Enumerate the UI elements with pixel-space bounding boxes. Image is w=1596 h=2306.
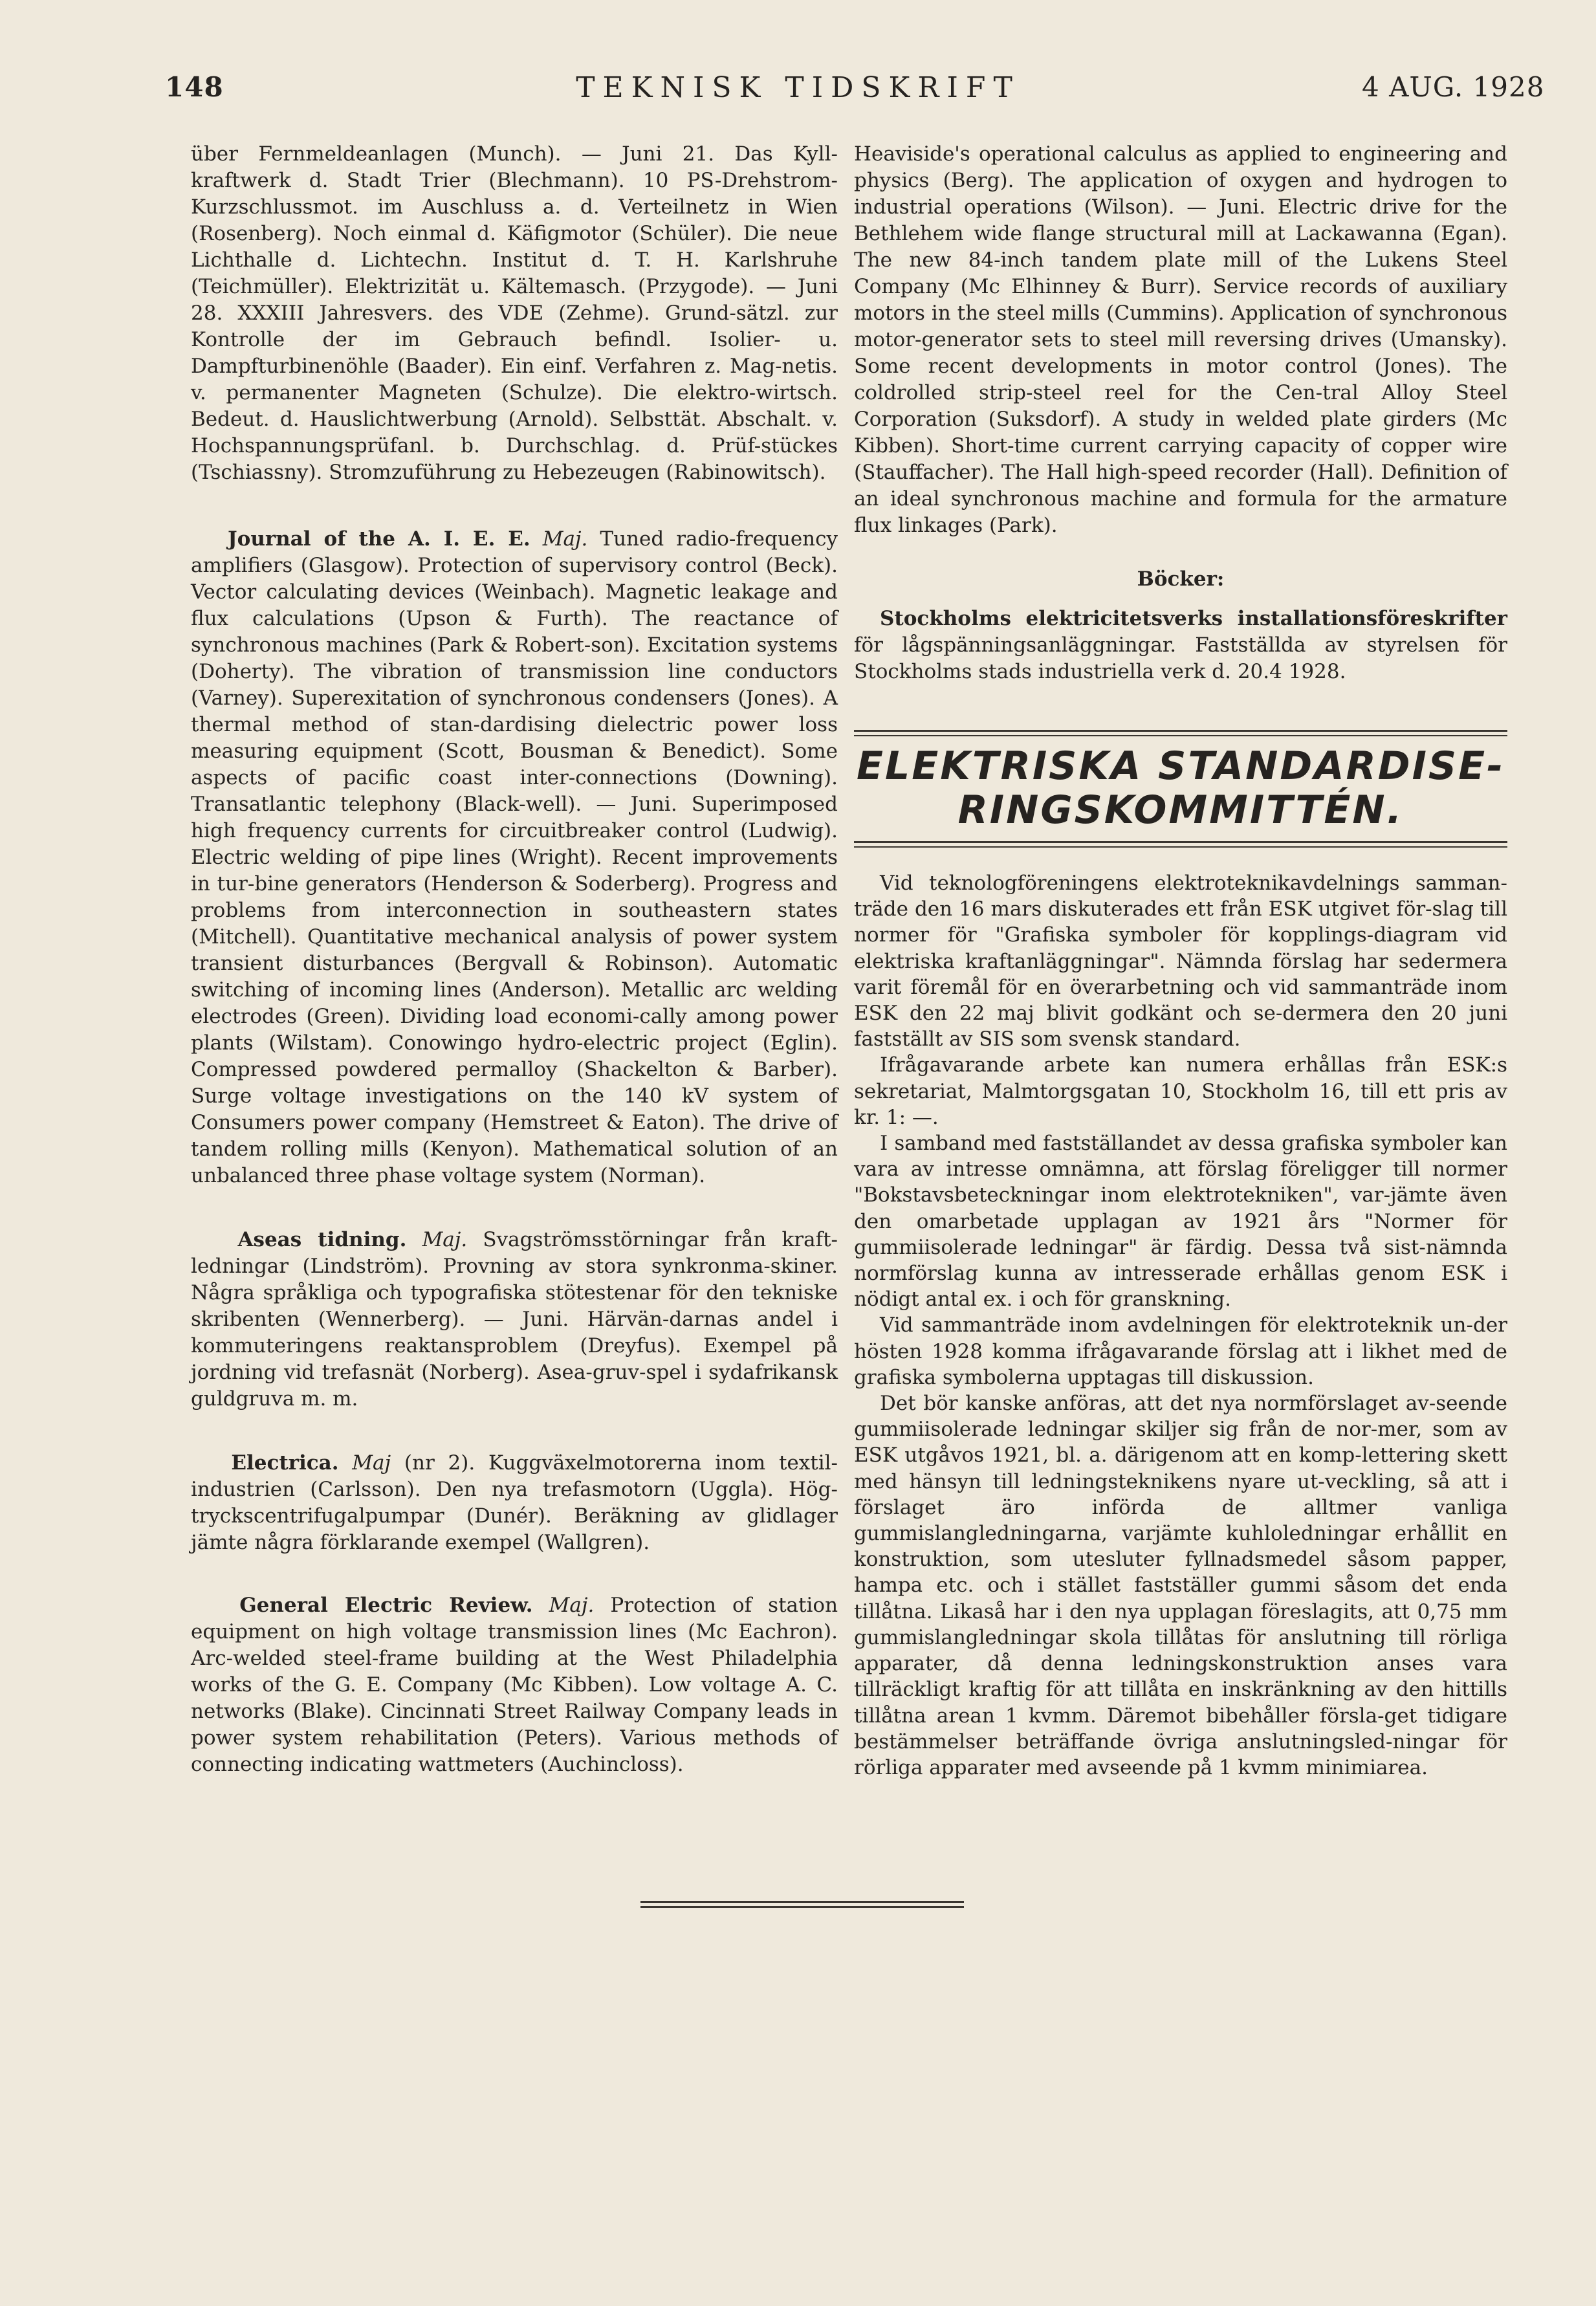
rule-line — [854, 730, 1507, 732]
rule-line — [640, 1901, 964, 1903]
aseas-month: Maj. — [422, 1228, 468, 1251]
aseas-entry — [191, 1227, 838, 1412]
esk-article — [854, 870, 1507, 1781]
books-lead: Stockholms elektricitetsverks installationsföreskrifter — [880, 607, 1507, 630]
page-number: 148 — [165, 71, 224, 103]
books-section — [854, 606, 1507, 685]
aseas-lead: Aseas tidning. — [237, 1228, 407, 1251]
section-rule-top — [854, 730, 1507, 736]
electrica-month: Maj — [352, 1451, 391, 1475]
books-text: för lågspänningsanläggningar. Fastställda av styrelsen för Stockholms stads industriella verk d. 20.4 1928. — [854, 633, 1507, 683]
aiee-entry — [191, 526, 838, 1189]
journal-title: TEKNISK TIDSKRIFT — [576, 71, 1020, 104]
esk-paragraph: Vid sammanträde inom avdelningen för elektroteknik un-der hösten 1928 komma ifrågavarande förslag att i likhet med de grafiska symbolerna upptagas till diskussion. — [854, 1313, 1507, 1389]
aiee-lead: Journal of the A. I. E. E. — [227, 527, 530, 551]
section-rule-bottom — [854, 841, 1507, 848]
issue-date: 4 AUG. 1928 — [1362, 71, 1545, 103]
section-title-line1: ELEKTRISKA STANDARDISE- — [857, 743, 1505, 789]
rule-line — [854, 841, 1507, 843]
left-column — [191, 141, 838, 1817]
books-heading: Böcker: — [1137, 567, 1225, 591]
munch-continuation: über Fernmeldeanlagen (Munch). — Juni 21. Das Kyll-kraftwerk d. Stadt Trier (Blechmann). 10 PS-Drehstrom-Kurzschlussmot. im Auschluss a. d. Verteilnetz in Wien (Rosenberg). Noch einmal d. Käfigmotor (Schüler). Die neue Lichthalle d. Lichtechn. Institut d. T. H. Karlshruhe (Teichmüller). Elektrizität u. Kältemasch. (Przygode). — Juni 28. XXXIII Jahresvers. des VDE (Zehme). Grund-sätzl. zur Kontrolle der im Gebrauch befindl. Isolier- u. Dampfturbinenöhle (Baader). Ein einf. Verfahren z. Mag-netis. v. permanenter Magneten (Schulze). Die elektro-wirtsch. Bedeut. d. Hauslichtwerbung (Arnold). Selbsttät. Abschalt. v. Hochspannungsprüfanl. b. Durchschlag. d. Prüf-stückes (Tschiassny). Stromzuführung zu Hebezeugen (Rabinowitsch). — [191, 142, 838, 484]
electrica-text: (nr 2). Kuggväxelmotorerna inom textil-industrien (Carlsson). Den nya trefasmotorn (Uggla). Hög-tryckscentrifugalpumpar (Dunér). Beräkning av glidlager jämte några förklarande exempel (Wallgren). — [191, 1451, 838, 1554]
esk-paragraph: I samband med fastställandet av dessa grafiska symboler kan vara av intresse omnämna, att förslag föreligger till normer "Bokstavsbeteckningar inom elektrotekniken", var-jämte även den omarbetade upplagan av 1921 års "Normer för gummiisolerade ledningar" är färdig. Dessa två sist-nämnda normförslag kunna av intresserade erhållas genom ESK i nödigt antal ex. i och för granskning. — [854, 1132, 1507, 1312]
rule-line — [854, 846, 1507, 848]
esk-paragraph: Det bör kanske anföras, att det nya normförslaget av-seende gummiisolerade ledningar skiljer sig från de nor-mer, som av ESK utgåvos 1921, bl. a. därigenom att en komp-lettering skett med hänsyn till ledningsteknikens nyare ut-veckling, så att i förslaget äro införda de alltmer vanliga gummislangledningarna, varjämte kuhloledningar erhållit en konstruktion, som utesluter fyllnadsmedel såsom papper, hampa etc. och i stället fastställer gummi såsom det enda tillåtna. Likaså har i den nya upplagan föreslagits, att 0,75 mm gummislangledningar skola tillåtas för anslutning till rörliga apparater, då denna ledningskonstruktion anses vara tillräckligt kraftig för att tillåta en inskränkning av den hittills tillåtna arean 1 kvmm. Däremot bibehåller försla-get tidigare bestämmelser beträffande övriga anslutningsled-ningar för rörliga apparater med avseende på 1 kvmm minimiarea. — [854, 1392, 1507, 1779]
end-rule — [640, 1901, 964, 1908]
aiee-month: Maj. — [542, 527, 588, 551]
electrica-lead: Electrica. — [231, 1451, 339, 1475]
esk-paragraph: Ifrågavarande arbete kan numera erhållas från ESK:s sekretariat, Malmtorgsgatan 10, Stockholm 16, till ett pris av kr. 1: —. — [854, 1053, 1507, 1129]
ger-month: Maj. — [549, 1594, 595, 1617]
section-title — [854, 744, 1507, 832]
right-column — [854, 141, 1507, 685]
ger-continuation: Heaviside's operational calculus as applied to engineering and physics (Berg). The application of oxygen and hydrogen to industrial operations (Wilson). — Juni. Electric drive for the Bethlehem wide flange structural mill at Lackawanna (Egan). The new 84-inch tandem plate mill of the Lukens Steel Company (Mc Elhinney & Burr). Service records of auxiliary motors in the steel mills (Cummins). Application of synchronous motor-generator sets to steel mill reversing drives (Umansky). Some recent developments in motor control (Jones). The coldrolled strip-steel reel for the Cen-tral Alloy Steel Corporation (Suksdorf). A study in welded plate girders (Mc Kibben). Short-time current carrying capacity of copper wire (Stauffacher). The Hall high-speed recorder (Hall). Definition of an ideal synchronous machine and formula for the armature flux linkages (Park). — [854, 142, 1507, 537]
ger-text: Protection of station equipment on high voltage transmission lines (Mc Eachron). Arc-welded steel-frame building at the West Philadelphia works of the G. E. Company (Mc Kibben). Low voltage A. C. networks (Blake). Cincinnati Street Railway Company leads in power system rehabilitation (Peters). Various methods of connecting indicating wattmeters (Auchincloss). — [191, 1594, 838, 1776]
electrica-entry — [191, 1450, 838, 1556]
rule-line — [640, 1906, 964, 1908]
ger-lead: General Electric Review. — [239, 1594, 533, 1617]
aseas-text: Svagströmsstörningar från kraft-ledningar (Lindström). Provning av stora synkronma-skiner. Några språkliga och typografiska stötestenar för den tekniske skribenten (Wennerberg). — Juni. Härvän-darnas andel i kommuteringens reaktansproblem (Dreyfus). Exempel på jordning vid trefasnät (Norberg). Asea-gruv-spel i sydafrikansk guldgruva m. m. — [191, 1228, 838, 1411]
esk-paragraph: Vid teknologföreningens elektroteknikavdelnings samman-träde den 16 mars diskuterades ett från ESK utgivet för-slag till normer för "Grafiska symboler för kopplings-diagram vid elektriska kraftanläggningar". Nämnda förslag har sedermera varit föremål för en överarbetning och vid sammanträde inom ESK den 22 maj blivit godkänt och se-dermera den 20 juni fastställt av SIS som svensk standard. — [854, 872, 1507, 1051]
aiee-text: Tuned radio-frequency amplifiers (Glasgow). Protection of supervisory control (Beck). Vector calculating devices (Weinbach). Magnetic leakage and flux calculations (Upson & Furth). The reactance of synchronous machines (Park & Robert-son). Excitation systems (Doherty). The vibration of transmission line conductors (Varney). Superexitation of synchronous condensers (Jones). A thermal method of stan-dardising dielectric power loss measuring equipment (Scott, Bousman & Benedict). Some aspects of pacific coast inter-connections (Downing). Transatlantic telephony (Black-well). — Juni. Superimposed high frequency currents for circuitbreaker control (Ludwig). Electric welding of pipe lines (Wright). Recent improvements in tur-bine generators (Henderson & Soderberg). Progress and problems from interconnection in southeastern states (Mitchell). Quantitative mechanical analysis of power system transient disturbances (Bergvall & Robinson). Automatic switching of incoming lines (Anderson). Metallic arc welding electrodes (Green). Dividing load economi-cally among power plants (Wilstam). Conowingo hydro-electric project (Eglin). Compressed powdered permalloy (Shackelton & Barber). Surge voltage investigations on the 140 kV system of Consumers power company (Hemstreet & Eaton). The drive of tandem rolling mills (Kenyon). Mathematical solution of an unbalanced three phase voltage system (Norman). — [191, 527, 838, 1187]
rule-line — [854, 735, 1507, 736]
books-entry — [854, 606, 1507, 685]
section-title-line2: RINGSKOMMITTÉN. — [957, 787, 1404, 833]
ger-entry — [191, 1592, 838, 1778]
